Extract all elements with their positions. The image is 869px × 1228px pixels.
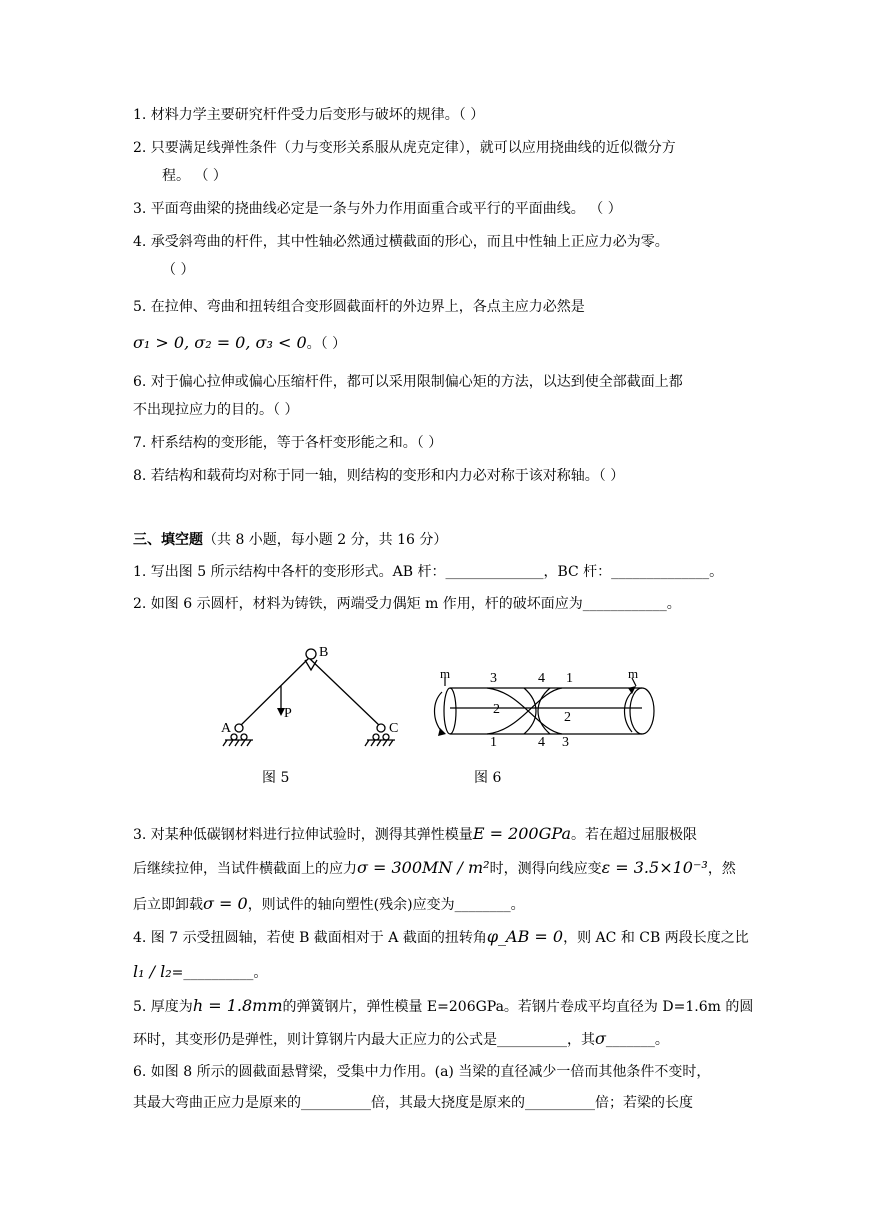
- twist-angle-formula: φ_AB = 0: [486, 927, 564, 946]
- label-bottom-3: 3: [562, 735, 569, 750]
- fill-q6-line2: 其最大弯曲正应力是原来的__________倍，其最大挠度是原来的__________倍；若梁的长度: [133, 1095, 693, 1111]
- fill-q3-line1: 3. 对某种低碳钢材料进行拉伸试验时，测得其弹性模量E = 200GPa。若在超过屈服极限: [133, 824, 697, 843]
- label-mid-1: 2: [493, 702, 500, 717]
- label-c: C: [389, 721, 399, 736]
- judge-q2-line2: 程。 （ ）: [162, 168, 227, 184]
- fill-q4-line2: l₁ / l₂=__________。: [133, 962, 268, 981]
- label-top-2: 4: [538, 671, 545, 686]
- judge-q4-line1: 4. 承受斜弯曲的杆件，其中性轴必然通过横截面的形心，而且中性轴上正应力必为零。: [133, 234, 669, 250]
- label-b: B: [319, 645, 329, 660]
- judge-q4-line2: （ ）: [162, 262, 195, 278]
- judge-q2-line1: 2. 只要满足线弹性条件（力与变形关系服从虎克定律），就可以应用挠曲线的近似微分方: [133, 140, 676, 156]
- fill-q3-line3: 后立即卸载σ = 0，则试件的轴向塑性(残余)应变为________。: [133, 894, 525, 913]
- judge-q5-line2: σ₁ > 0, σ₂ = 0, σ₃ < 0。（ ）: [133, 333, 347, 352]
- strain-formula: ε = 3.5×10⁻³: [601, 858, 708, 877]
- thickness-formula: h = 1.8mm: [192, 996, 283, 1015]
- label-m-left: m: [440, 666, 451, 681]
- label-top-1: 3: [490, 671, 497, 686]
- length-ratio-formula: l₁ / l₂: [133, 962, 172, 981]
- figure-5-truss: [215, 640, 415, 770]
- label-p: P: [284, 706, 292, 721]
- judge-q5-line1: 5. 在拉伸、弯曲和扭转组合变形圆截面杆的外边界上，各点主应力必然是: [133, 299, 585, 315]
- stress-formula: σ = 300MN / m²: [357, 858, 490, 877]
- modulus-formula: E = 200GPa: [472, 824, 571, 843]
- fill-q5-line2: 环时，其变形仍是弹性，则计算钢片内最大正应力的公式是__________，其σ_______。: [133, 1029, 669, 1048]
- principal-stress-formula: σ₁ > 0, σ₂ = 0, σ₃ < 0: [133, 333, 307, 352]
- fill-q3-line2: 后继续拉伸，当试件横截面上的应力σ = 300MN / m²时，测得向线应变ε = 3.5×10⁻³，然: [133, 858, 736, 877]
- unload-formula: σ = 0: [203, 894, 248, 913]
- fill-q1: 1. 写出图 5 所示结构中各杆的变形形式。AB 杆：______________，BC 杆：______________。: [133, 564, 724, 580]
- label-top-3: 1: [566, 671, 573, 686]
- label-bottom-2: 4: [538, 735, 545, 750]
- figure-5-caption: 图 5: [262, 770, 290, 786]
- judge-q3: 3. 平面弯曲梁的挠曲线必定是一条与外力作用面重合或平行的平面曲线。 （ ）: [133, 201, 622, 217]
- fill-q4-line1: 4. 图 7 示受扭圆轴，若使 B 截面相对于 A 截面的扭转角φ_AB = 0，则 AC 和 CB 两段长度之比: [133, 927, 749, 946]
- judge-q1: 1. 材料力学主要研究杆件受力后变形与破坏的规律。（ ）: [133, 107, 485, 123]
- label-mid-2: 2: [564, 710, 571, 725]
- fill-q6-line1: 6. 如图 8 所示的圆截面悬臂梁，受集中力作用。(a) 当梁的直径减少一倍而其他条件不变时，: [133, 1064, 711, 1080]
- label-bottom-1: 1: [490, 735, 497, 750]
- label-a: A: [221, 721, 232, 736]
- judge-q8: 8. 若结构和载荷均对称于同一轴，则结构的变形和内力必对称于该对称轴。（ ）: [133, 468, 625, 484]
- figure-6-caption: 图 6: [474, 770, 502, 786]
- judge-q6-line1: 6. 对于偏心拉伸或偏心压缩杆件，都可以采用限制偏心矩的方法，以达到使全部截面上都: [133, 374, 683, 390]
- section-heading: 三、填空题（共 8 小题，每小题 2 分，共 16 分）: [133, 532, 448, 548]
- judge-q7: 7. 杆系结构的变形能，等于各杆变形能之和。（ ）: [133, 435, 443, 451]
- figure-6-shaft: [432, 662, 662, 752]
- fill-q5-line1: 5. 厚度为h = 1.8mm的弹簧钢片，弹性模量 E=206GPa。若钢片卷成平均直径为 D=1.6m 的圆: [133, 996, 754, 1015]
- sigma-symbol: σ: [595, 1029, 606, 1048]
- judge-q6-line2: 不出现拉应力的目的。（ ）: [133, 402, 299, 418]
- fill-q2: 2. 如图 6 示圆杆，材料为铸铁，两端受力偶矩 m 作用，杆的破坏面应为____________。: [133, 596, 681, 612]
- label-m-right: m: [628, 666, 639, 681]
